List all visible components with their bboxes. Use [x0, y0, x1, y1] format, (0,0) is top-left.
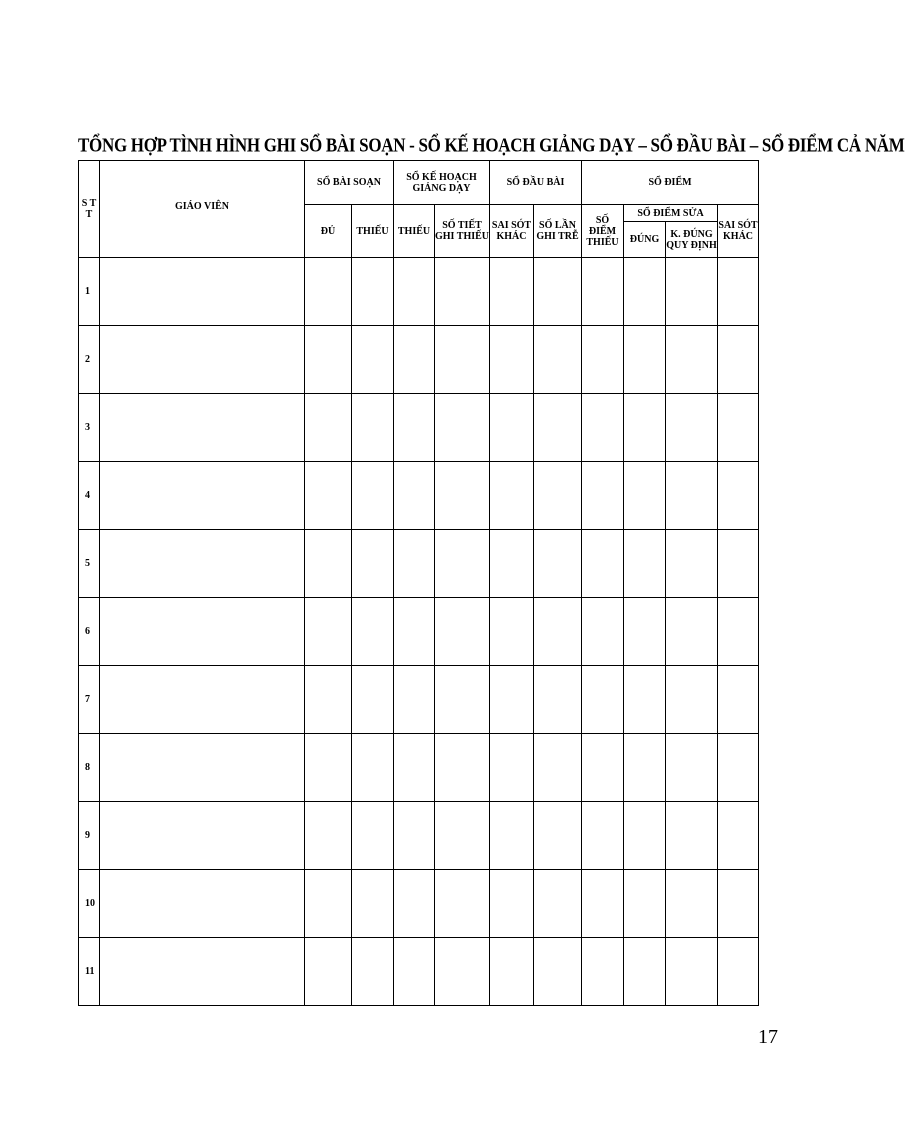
col-so-tiet-ghi-thieu: SỐ TIẾT GHI THIẾU: [435, 205, 490, 258]
row-number: 5: [79, 530, 100, 598]
data-cell: [666, 666, 718, 734]
data-cell: [435, 258, 490, 326]
data-cell: [490, 870, 534, 938]
teacher-cell: [100, 802, 305, 870]
data-cell: [718, 394, 759, 462]
data-cell: [352, 394, 394, 462]
table-row: [79, 734, 759, 802]
data-cell: [534, 598, 582, 666]
col-du: ĐỦ: [305, 205, 352, 258]
data-cell: [534, 734, 582, 802]
col-dung: ĐÚNG: [624, 222, 666, 258]
row-number: 3: [79, 394, 100, 462]
data-cell: [534, 462, 582, 530]
data-cell: [305, 870, 352, 938]
data-cell: [435, 394, 490, 462]
data-cell: [490, 598, 534, 666]
data-cell: [394, 598, 435, 666]
data-cell: [582, 870, 624, 938]
teacher-cell: [100, 258, 305, 326]
data-cell: [534, 530, 582, 598]
data-cell: [666, 734, 718, 802]
data-cell: [666, 462, 718, 530]
row-number: 4: [79, 462, 100, 530]
data-cell: [352, 938, 394, 1006]
data-cell: [582, 734, 624, 802]
data-cell: [305, 258, 352, 326]
table-row: [79, 462, 759, 530]
data-cell: [624, 258, 666, 326]
summary-table: [78, 160, 759, 1006]
data-cell: [305, 394, 352, 462]
data-cell: [435, 326, 490, 394]
data-cell: [666, 326, 718, 394]
data-cell: [490, 666, 534, 734]
data-cell: [305, 734, 352, 802]
row-number: 9: [79, 802, 100, 870]
data-cell: [435, 462, 490, 530]
row-number: 8: [79, 734, 100, 802]
so-bai-soan-header: SỔ BÀI SOẠN: [305, 161, 394, 205]
data-cell: [666, 530, 718, 598]
col-so-lan-ghi-tre: SỐ LẦN GHI TRỄ: [534, 205, 582, 258]
data-cell: [534, 870, 582, 938]
data-cell: [582, 326, 624, 394]
col-thieu-bai-soan: THIẾU: [352, 205, 394, 258]
table-row: [79, 666, 759, 734]
data-cell: [666, 258, 718, 326]
col-k-dung-quy-dinh: K. ĐÚNG QUY ĐỊNH: [666, 222, 718, 258]
page-number: 17: [758, 1026, 778, 1048]
table-row: [79, 258, 759, 326]
so-diem-sua-header: SỔ ĐIỂM SỬA: [624, 205, 718, 222]
data-cell: [534, 938, 582, 1006]
teacher-cell: [100, 734, 305, 802]
data-cell: [352, 530, 394, 598]
col-sai-sot-khac-dau-bai: SAI SÓT KHÁC: [490, 205, 534, 258]
data-cell: [718, 666, 759, 734]
row-number: 7: [79, 666, 100, 734]
data-cell: [352, 462, 394, 530]
data-cell: [534, 326, 582, 394]
data-cell: [435, 870, 490, 938]
data-cell: [582, 938, 624, 1006]
data-cell: [718, 734, 759, 802]
data-cell: [666, 938, 718, 1006]
data-cell: [435, 666, 490, 734]
data-cell: [435, 598, 490, 666]
data-cell: [435, 802, 490, 870]
data-cell: [718, 938, 759, 1006]
data-cell: [490, 462, 534, 530]
table-row: [79, 326, 759, 394]
data-cell: [305, 666, 352, 734]
data-cell: [394, 258, 435, 326]
teacher-cell: [100, 870, 305, 938]
data-cell: [352, 598, 394, 666]
table-row: [79, 870, 759, 938]
data-cell: [394, 734, 435, 802]
col-thieu-ke-hoach: THIẾU: [394, 205, 435, 258]
so-dau-bai-header: SỔ ĐẦU BÀI: [490, 161, 582, 205]
data-cell: [305, 462, 352, 530]
page-title: TỔNG HỢP TÌNH HÌNH GHI SỔ BÀI SOẠN - SỔ KẾ HOẠCH GIẢNG DẠY – SỔ ĐẦU BÀI – SỔ ĐIỂM CẢ NĂM: [78, 134, 905, 156]
data-cell: [718, 530, 759, 598]
teacher-cell: [100, 938, 305, 1006]
data-cell: [352, 734, 394, 802]
teacher-cell: [100, 462, 305, 530]
data-cell: [394, 326, 435, 394]
data-cell: [582, 258, 624, 326]
data-cell: [624, 326, 666, 394]
data-cell: [666, 802, 718, 870]
data-cell: [394, 530, 435, 598]
data-cell: [352, 870, 394, 938]
data-cell: [534, 666, 582, 734]
data-cell: [435, 530, 490, 598]
data-cell: [718, 326, 759, 394]
data-cell: [624, 666, 666, 734]
data-cell: [624, 802, 666, 870]
data-cell: [582, 394, 624, 462]
data-cell: [582, 802, 624, 870]
data-cell: [394, 394, 435, 462]
stt-header: S T T: [79, 161, 100, 258]
data-cell: [352, 666, 394, 734]
teacher-cell: [100, 326, 305, 394]
teacher-cell: [100, 666, 305, 734]
data-cell: [435, 734, 490, 802]
data-cell: [490, 734, 534, 802]
data-cell: [718, 258, 759, 326]
data-cell: [490, 938, 534, 1006]
data-cell: [624, 938, 666, 1006]
teacher-cell: [100, 394, 305, 462]
so-ke-hoach-header: SỔ KẾ HOẠCH GIẢNG DẠY: [394, 161, 490, 205]
data-cell: [490, 394, 534, 462]
data-cell: [582, 530, 624, 598]
data-cell: [624, 530, 666, 598]
data-cell: [394, 666, 435, 734]
data-cell: [624, 462, 666, 530]
data-cell: [718, 462, 759, 530]
data-cell: [624, 394, 666, 462]
row-number: 11: [79, 938, 100, 1006]
col-sai-sot-khac-diem: SAI SÓT KHÁC: [718, 205, 759, 258]
table-row: [79, 598, 759, 666]
row-number: 1: [79, 258, 100, 326]
data-cell: [534, 258, 582, 326]
col-so-diem-thieu: SỐ ĐIỂM THIẾU: [582, 205, 624, 258]
data-cell: [582, 598, 624, 666]
data-cell: [666, 598, 718, 666]
table-body: [79, 258, 759, 1006]
data-cell: [490, 258, 534, 326]
data-cell: [305, 598, 352, 666]
data-cell: [490, 802, 534, 870]
data-cell: [352, 802, 394, 870]
data-cell: [718, 870, 759, 938]
data-cell: [305, 802, 352, 870]
data-cell: [534, 394, 582, 462]
table-row: [79, 802, 759, 870]
data-cell: [352, 326, 394, 394]
data-cell: [305, 530, 352, 598]
data-cell: [352, 258, 394, 326]
row-number: 2: [79, 326, 100, 394]
data-cell: [624, 734, 666, 802]
data-cell: [490, 326, 534, 394]
table-row: [79, 530, 759, 598]
data-cell: [394, 802, 435, 870]
so-diem-header: SỔ ĐIỂM: [582, 161, 759, 205]
data-cell: [394, 870, 435, 938]
table-row: [79, 938, 759, 1006]
data-cell: [624, 598, 666, 666]
data-cell: [582, 666, 624, 734]
row-number: 6: [79, 598, 100, 666]
data-cell: [666, 394, 718, 462]
teacher-cell: [100, 530, 305, 598]
data-cell: [718, 802, 759, 870]
data-cell: [582, 462, 624, 530]
data-cell: [394, 938, 435, 1006]
data-cell: [394, 462, 435, 530]
data-cell: [534, 802, 582, 870]
teacher-cell: [100, 598, 305, 666]
data-cell: [305, 938, 352, 1006]
row-number: 10: [79, 870, 100, 938]
data-cell: [305, 326, 352, 394]
data-cell: [718, 598, 759, 666]
data-cell: [624, 870, 666, 938]
giao-vien-header: GIÁO VIÊN: [100, 161, 305, 258]
table-row: [79, 394, 759, 462]
data-cell: [435, 938, 490, 1006]
data-cell: [490, 530, 534, 598]
data-cell: [666, 870, 718, 938]
